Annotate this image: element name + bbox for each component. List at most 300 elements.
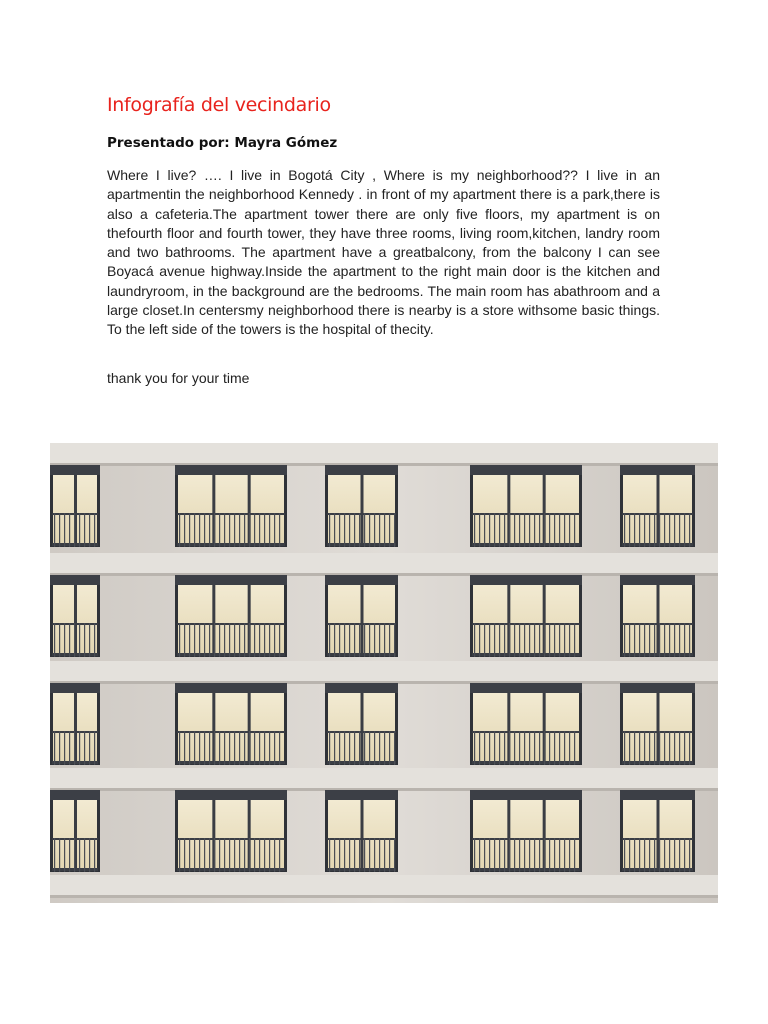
railing-bar <box>179 838 180 872</box>
railing-bar <box>554 513 555 547</box>
railing-bar <box>654 838 655 872</box>
railing-bar <box>199 838 200 872</box>
railing-bar <box>269 731 270 765</box>
window-header <box>470 465 582 475</box>
railing-bar <box>544 731 545 765</box>
railing-top <box>622 731 693 733</box>
railing-bar <box>534 623 535 657</box>
window-header <box>325 683 398 693</box>
body-paragraph: Where I live? …. I live in Bogotá City , Where is my neighborhood?? I live in an apartmentin the neighborhood Kennedy . in front of my apartment there is a park,there is also a cafeteria.The apartment tower there are only five floors, my apartment is on thefourth floor and fourth tower, they have three rooms, living room,kitchen, landry room and two bathrooms. The apartment have a greatbalcony, from the balcony I can see Boyacá avenue highway.Inside the apartment to the right main door is the kitchen and laundryroom, in the background are the bedrooms. The main room has abathroom and a large closet.In centersmy neighborhood there is nearby is a store withsome basic things. To the left side of the towers is the hospital of thecity. <box>107 167 660 338</box>
railing-bar <box>394 623 395 657</box>
railing-bar <box>194 623 195 657</box>
railing-bar <box>479 623 480 657</box>
railing-bar <box>89 731 90 765</box>
railing-bar <box>539 731 540 765</box>
window-glass <box>473 800 579 868</box>
railing-bar <box>54 838 55 872</box>
window-mullion <box>361 475 364 543</box>
window-glass <box>473 693 579 761</box>
railing-bar <box>624 623 625 657</box>
railing-bar <box>229 731 230 765</box>
railing-bar <box>564 623 565 657</box>
railing-top <box>472 731 580 733</box>
railing-bar <box>564 731 565 765</box>
railing-bar <box>634 513 635 547</box>
railing-bar <box>644 513 645 547</box>
window-glass <box>473 475 579 543</box>
railing-bar <box>234 623 235 657</box>
railing-bar <box>254 731 255 765</box>
railing-bar <box>204 623 205 657</box>
railing-bar <box>354 838 355 872</box>
railing-bar <box>179 623 180 657</box>
railing-bottom <box>177 868 285 871</box>
railing-bar <box>339 838 340 872</box>
railing-bar <box>359 731 360 765</box>
railing-bar <box>484 838 485 872</box>
railing-top <box>622 623 693 625</box>
railing-bar <box>474 838 475 872</box>
railing-bar <box>389 731 390 765</box>
railing-bar <box>679 838 680 872</box>
railing-bar <box>264 513 265 547</box>
railing-bar <box>84 731 85 765</box>
railing-bar <box>684 623 685 657</box>
railing-bar <box>214 838 215 872</box>
railing-bottom <box>327 868 396 871</box>
window-header <box>325 465 398 475</box>
railing-bar <box>244 838 245 872</box>
railing-bar <box>669 513 670 547</box>
railing-bottom <box>327 543 396 546</box>
railing-bar <box>384 838 385 872</box>
railing-bar <box>499 731 500 765</box>
floor-slab <box>50 553 718 575</box>
railing-bar <box>189 623 190 657</box>
railing-bar <box>84 623 85 657</box>
railing-bar <box>184 838 185 872</box>
railing-bar <box>59 838 60 872</box>
railing-bar <box>554 731 555 765</box>
railing-bar <box>689 731 690 765</box>
railing-bar <box>564 838 565 872</box>
railing-bar <box>489 513 490 547</box>
railing-top <box>177 513 285 515</box>
railing-bar <box>389 623 390 657</box>
railing-bar <box>644 623 645 657</box>
railing-bar <box>274 623 275 657</box>
railing-bar <box>59 513 60 547</box>
railing-bar <box>269 838 270 872</box>
railing-bar <box>204 731 205 765</box>
railing-bar <box>194 838 195 872</box>
building-facade-photo <box>50 443 718 903</box>
railing-bar <box>669 838 670 872</box>
railing-bar <box>349 731 350 765</box>
railing-bar <box>264 731 265 765</box>
railing-bar <box>359 623 360 657</box>
railing-bar <box>209 623 210 657</box>
window-glass <box>178 475 284 543</box>
railing-bar <box>544 838 545 872</box>
railing-bar <box>569 731 570 765</box>
railing-top <box>177 838 285 840</box>
railing-bar <box>359 838 360 872</box>
railing-bar <box>234 731 235 765</box>
window-header <box>50 465 100 475</box>
railing-bar <box>489 838 490 872</box>
railing-bar <box>384 623 385 657</box>
railing-bar <box>374 513 375 547</box>
railing-bar <box>344 623 345 657</box>
railing-bar <box>59 731 60 765</box>
railing-bar <box>494 513 495 547</box>
railing-bar <box>514 513 515 547</box>
railing-bar <box>474 731 475 765</box>
railing-bar <box>329 623 330 657</box>
railing-bar <box>339 731 340 765</box>
railing-bar <box>279 838 280 872</box>
railing-bar <box>504 623 505 657</box>
railing-top <box>472 513 580 515</box>
railing-bar <box>634 838 635 872</box>
railing-bar <box>219 513 220 547</box>
window-header <box>620 790 695 800</box>
window-glass <box>473 585 579 653</box>
railing-bar <box>624 838 625 872</box>
railing-bar <box>514 731 515 765</box>
railing-bar <box>364 513 365 547</box>
railing-bar <box>574 623 575 657</box>
railing-bar <box>364 838 365 872</box>
railing-bar <box>259 731 260 765</box>
railing-bar <box>649 838 650 872</box>
railing-top <box>472 623 580 625</box>
railing-bar <box>194 731 195 765</box>
railing-bar <box>199 513 200 547</box>
railing-bar <box>379 731 380 765</box>
railing-bar <box>549 623 550 657</box>
railing-bar <box>89 623 90 657</box>
railing-bar <box>69 838 70 872</box>
railing-bar <box>349 838 350 872</box>
railing-bottom <box>327 653 396 656</box>
railing-bar <box>244 623 245 657</box>
railing-bar <box>484 623 485 657</box>
railing-bottom <box>622 653 693 656</box>
railing-bar <box>239 623 240 657</box>
railing-bar <box>499 623 500 657</box>
railing-bottom <box>177 653 285 656</box>
window-header <box>175 683 287 693</box>
railing-bottom <box>177 761 285 764</box>
window-header <box>175 465 287 475</box>
window-glass <box>178 800 284 868</box>
railing-bar <box>659 623 660 657</box>
railing-bar <box>479 513 480 547</box>
railing-bar <box>219 623 220 657</box>
railing-bar <box>54 513 55 547</box>
window-mullion <box>361 585 364 653</box>
railing-bar <box>569 513 570 547</box>
railing-bar <box>79 838 80 872</box>
railing-bar <box>544 623 545 657</box>
railing-top <box>622 838 693 840</box>
railing-bar <box>559 838 560 872</box>
railing-bar <box>549 513 550 547</box>
railing-bar <box>544 513 545 547</box>
railing-bar <box>254 513 255 547</box>
railing-bar <box>574 513 575 547</box>
window-header <box>175 790 287 800</box>
railing-bar <box>84 513 85 547</box>
railing-bar <box>394 731 395 765</box>
railing-bar <box>224 623 225 657</box>
railing-bar <box>504 513 505 547</box>
railing-bar <box>529 731 530 765</box>
railing-bar <box>524 623 525 657</box>
railing-bar <box>354 623 355 657</box>
railing-bar <box>279 513 280 547</box>
railing-bar <box>664 513 665 547</box>
window-header <box>470 683 582 693</box>
railing-bar <box>189 731 190 765</box>
railing-bar <box>214 513 215 547</box>
railing-bar <box>189 513 190 547</box>
railing-bottom <box>622 543 693 546</box>
railing-bar <box>524 513 525 547</box>
railing-bar <box>504 838 505 872</box>
railing-bar <box>384 513 385 547</box>
slab-edge <box>50 895 718 898</box>
railing-bar <box>329 838 330 872</box>
railing-bar <box>344 838 345 872</box>
railing-bar <box>494 731 495 765</box>
railing-bar <box>94 513 95 547</box>
railing-bar <box>179 731 180 765</box>
railing-bar <box>549 731 550 765</box>
railing-bar <box>204 513 205 547</box>
window-glass <box>178 693 284 761</box>
window-header <box>175 575 287 585</box>
railing-bar <box>529 513 530 547</box>
railing-bar <box>489 623 490 657</box>
railing-bar <box>509 513 510 547</box>
railing-bar <box>519 513 520 547</box>
railing-bar <box>674 623 675 657</box>
railing-bar <box>574 731 575 765</box>
railing-bar <box>644 731 645 765</box>
railing-bar <box>69 513 70 547</box>
railing-bar <box>649 623 650 657</box>
railing-bar <box>384 731 385 765</box>
railing-bar <box>689 513 690 547</box>
railing-bar <box>529 623 530 657</box>
railing-bar <box>364 731 365 765</box>
railing-bar <box>214 731 215 765</box>
railing-bar <box>664 838 665 872</box>
railing-bar <box>224 513 225 547</box>
railing-bar <box>214 623 215 657</box>
window-header <box>50 575 100 585</box>
railing-bar <box>479 838 480 872</box>
railing-bottom <box>472 543 580 546</box>
railing-bar <box>89 838 90 872</box>
railing-bar <box>474 513 475 547</box>
railing-bar <box>394 513 395 547</box>
railing-bar <box>484 731 485 765</box>
railing-bar <box>339 623 340 657</box>
railing-bar <box>624 731 625 765</box>
railing-top <box>177 623 285 625</box>
railing-bar <box>259 513 260 547</box>
railing-bar <box>184 513 185 547</box>
railing-bar <box>674 513 675 547</box>
railing-bar <box>629 513 630 547</box>
window-mullion <box>361 800 364 868</box>
railing-top <box>327 838 396 840</box>
floor-slab <box>50 768 718 790</box>
window-header <box>620 683 695 693</box>
railing-bar <box>234 838 235 872</box>
railing-bar <box>369 838 370 872</box>
railing-bar <box>519 731 520 765</box>
railing-top <box>327 623 396 625</box>
railing-bar <box>539 513 540 547</box>
railing-bar <box>634 623 635 657</box>
window-header <box>50 683 100 693</box>
railing-bar <box>269 513 270 547</box>
railing-bar <box>374 731 375 765</box>
railing-bottom <box>177 543 285 546</box>
floor-slab <box>50 875 718 897</box>
window-glass <box>178 585 284 653</box>
railing-bar <box>94 731 95 765</box>
railing-bar <box>264 623 265 657</box>
railing-bar <box>274 731 275 765</box>
railing-bar <box>54 731 55 765</box>
railing-top <box>472 838 580 840</box>
window-header <box>620 465 695 475</box>
railing-bar <box>64 731 65 765</box>
railing-bar <box>204 838 205 872</box>
railing-bar <box>69 623 70 657</box>
railing-bar <box>249 731 250 765</box>
railing-bar <box>279 731 280 765</box>
railing-bar <box>219 838 220 872</box>
author-byline: Presentado por: Mayra Gómez <box>107 135 338 151</box>
railing-bar <box>254 838 255 872</box>
railing-bar <box>79 731 80 765</box>
railing-bar <box>499 513 500 547</box>
railing-bar <box>529 838 530 872</box>
railing-bar <box>654 623 655 657</box>
railing-bar <box>244 513 245 547</box>
document-title: Infografía del vecindario <box>107 94 331 116</box>
railing-bar <box>259 623 260 657</box>
railing-bar <box>54 623 55 657</box>
railing-bar <box>549 838 550 872</box>
railing-bar <box>389 838 390 872</box>
railing-bar <box>354 513 355 547</box>
window-header <box>325 575 398 585</box>
railing-bar <box>494 838 495 872</box>
railing-bar <box>224 731 225 765</box>
railing-bar <box>524 838 525 872</box>
railing-bar <box>359 513 360 547</box>
railing-bar <box>629 838 630 872</box>
railing-bar <box>369 731 370 765</box>
railing-bar <box>224 838 225 872</box>
railing-bar <box>514 838 515 872</box>
railing-bar <box>339 513 340 547</box>
railing-bar <box>514 623 515 657</box>
railing-bar <box>369 623 370 657</box>
railing-bar <box>689 623 690 657</box>
railing-bar <box>79 513 80 547</box>
railing-bar <box>659 838 660 872</box>
railing-bar <box>244 731 245 765</box>
railing-bar <box>374 838 375 872</box>
railing-bar <box>664 731 665 765</box>
railing-top <box>327 731 396 733</box>
railing-bar <box>554 623 555 657</box>
floor-slab <box>50 443 718 465</box>
railing-bar <box>499 838 500 872</box>
railing-bar <box>509 731 510 765</box>
railing-bar <box>649 513 650 547</box>
railing-bar <box>689 838 690 872</box>
railing-bar <box>569 623 570 657</box>
railing-bar <box>534 513 535 547</box>
railing-bar <box>184 623 185 657</box>
railing-bar <box>489 731 490 765</box>
railing-bar <box>684 513 685 547</box>
railing-bar <box>74 731 75 765</box>
railing-bar <box>559 731 560 765</box>
railing-bar <box>279 623 280 657</box>
railing-top <box>327 513 396 515</box>
railing-bar <box>254 623 255 657</box>
railing-bar <box>654 731 655 765</box>
railing-bar <box>64 513 65 547</box>
railing-bottom <box>472 653 580 656</box>
railing-bar <box>259 838 260 872</box>
railing-bar <box>674 731 675 765</box>
window-header <box>50 790 100 800</box>
railing-bar <box>274 513 275 547</box>
railing-bar <box>209 838 210 872</box>
railing-bar <box>334 731 335 765</box>
railing-bar <box>494 623 495 657</box>
railing-bar <box>239 513 240 547</box>
railing-bar <box>559 513 560 547</box>
window-mullion <box>361 693 364 761</box>
railing-bar <box>554 838 555 872</box>
railing-bar <box>84 838 85 872</box>
window-header <box>470 790 582 800</box>
railing-bar <box>669 731 670 765</box>
railing-bar <box>679 513 680 547</box>
railing-top <box>177 731 285 733</box>
railing-bar <box>229 513 230 547</box>
railing-bar <box>64 838 65 872</box>
railing-bar <box>209 731 210 765</box>
railing-bar <box>234 513 235 547</box>
railing-bar <box>534 731 535 765</box>
railing-bar <box>189 838 190 872</box>
railing-bar <box>184 731 185 765</box>
